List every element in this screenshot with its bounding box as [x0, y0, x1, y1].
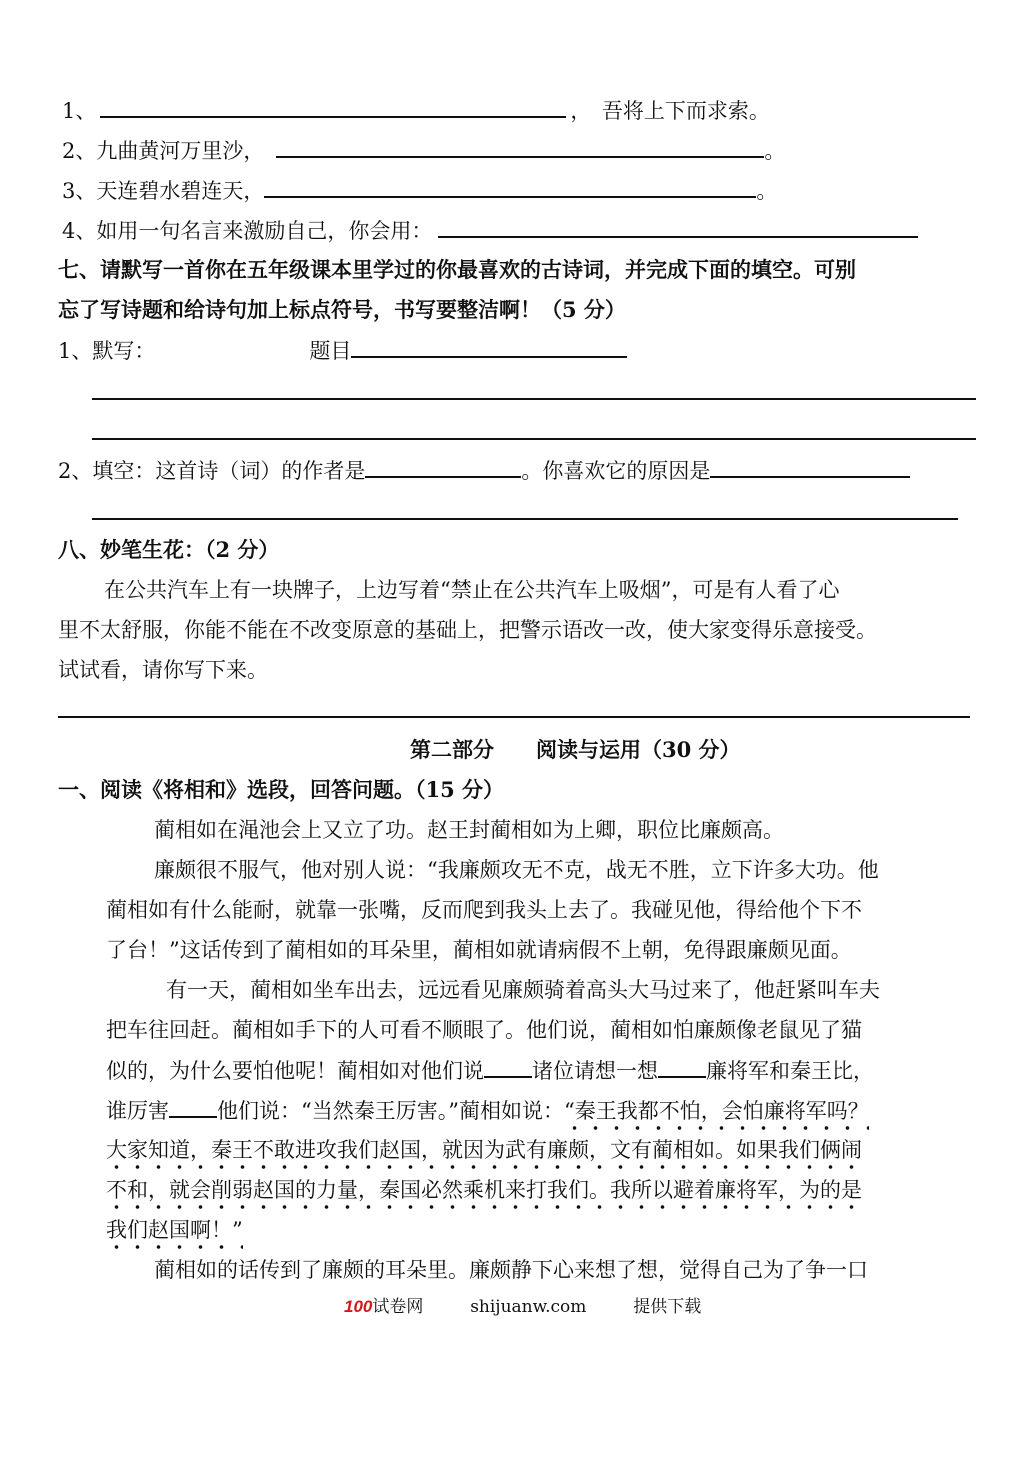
writing-line [92, 518, 958, 520]
passage-text: 似的，为什么要怕他呢！蔺相如对他们说 [106, 1059, 484, 1083]
passage-line: 把车往回赶。蔺相如手下的人可看不顺眼了。他们说，蔺相如怕廉颇像老鼠见了猫 [106, 1018, 862, 1042]
fill-line-3 [62, 176, 777, 205]
section-8-para-line: 里不太舒服，你能不能在不改变原意的基础上，把警示语改一改，使大家变得乐意接受。 [58, 618, 877, 642]
passage-text: 他们说：“当然秦王厉害。”蔺相如说： [217, 1099, 564, 1123]
item-text: 2、填空：这首诗（词）的作者是 [58, 459, 366, 483]
answer-blank [100, 96, 566, 118]
section-7-item1 [58, 336, 627, 365]
verse-text: 2、九曲黄河万里沙， [62, 139, 265, 163]
site-domain[interactable]: shijuanw.com [470, 1297, 587, 1317]
passage-text: 谁厉害 [106, 1099, 169, 1123]
writing-line [92, 398, 976, 400]
punctuation-blank [169, 1096, 217, 1118]
passage-line-with-blanks [106, 1096, 869, 1125]
punct: 。 [756, 179, 778, 203]
download-note: 提供下载 [633, 1297, 702, 1317]
fill-line-4 [62, 216, 918, 245]
title-blank [351, 336, 627, 358]
section-7-title-line1: 七、请默写一首你在五年级课本里学过的你最喜欢的古诗词，并完成下面的填空。可别 [58, 257, 856, 282]
section-7-item2 [58, 456, 910, 485]
passage-line: 廉颇很不服气，他对别人说：“我廉颇攻无不克，战无不胜，立下许多大功。他 [154, 858, 879, 882]
item-label: 1、默写： [58, 339, 156, 363]
passage-line-with-blanks [106, 1056, 874, 1085]
reason-blank [710, 456, 910, 478]
passage-text: 廉将军和秦王比， [706, 1059, 874, 1083]
dotted-emphasis-text: 大家知道，秦王不敢进攻我们赵国，就因为武有廉颇，文有蔺相如。如果我们俩闹 [106, 1138, 862, 1171]
item-text: 。你喜欢它的原因是 [521, 459, 711, 483]
passage-line: 有一天，蔺相如坐车出去，远远看见廉颇骑着高头大马过来了，他赶紧叫车夫 [166, 978, 880, 1002]
dotted-emphasis-text: “秦王我都不怕，会怕廉将军吗？ [564, 1099, 869, 1132]
passage-line: 蔺相如在渑池会上又立了功。赵王封蔺相如为上卿，职位比廉颇高。 [154, 818, 784, 842]
verse-text: ， 吾将上下而求索。 [570, 99, 770, 123]
writing-line [92, 438, 976, 440]
section-8-para-line: 在公共汽车上有一块牌子，上边写着“禁止在公共汽车上吸烟”，可是有人看了心 [104, 578, 840, 602]
dotted-emphasis-text: 我们赵国啊！” [106, 1218, 243, 1251]
item-number: 1、 [62, 99, 97, 123]
passage-line: 蔺相如的话传到了廉颇的耳朵里。廉颇静下心来想了想，觉得自己为了争一口 [154, 1258, 868, 1282]
writing-line [58, 716, 970, 718]
section-7-title-line2: 忘了写诗题和给诗句加上标点符号，书写要整洁啊！（5 分） [58, 297, 626, 322]
fill-line-2 [62, 136, 785, 165]
question-text: 4、如用一句名言来激励自己，你会用： [62, 219, 433, 243]
punctuation-blank [658, 1056, 706, 1078]
reading-q1-title: 一、阅读《将相和》选段，回答问题。（15 分） [58, 777, 505, 802]
passage-line: 蔺相如有什么能耐，就靠一张嘴，反而爬到我头上去了。我碰见他，得给他个下不 [106, 898, 862, 922]
answer-blank [264, 176, 756, 198]
author-blank [365, 456, 521, 478]
passage-line-dotted [106, 1176, 862, 1204]
site-logo: 100 [344, 1297, 373, 1316]
answer-blank [438, 216, 918, 238]
title-label: 题目 [309, 339, 352, 363]
passage-line-dotted [106, 1136, 862, 1164]
section-8-title: 八、妙笔生花：（2 分） [58, 537, 280, 562]
footer [344, 1292, 701, 1317]
site-name: 试卷网 [372, 1297, 424, 1317]
verse-text: 3、天连碧水碧连天， [62, 179, 265, 203]
part-2-heading: 第二部分 阅读与运用（30 分） [410, 737, 741, 762]
punct: 。 [764, 139, 786, 163]
passage-text: 诸位请想一想 [532, 1059, 658, 1083]
punctuation-blank [484, 1056, 532, 1078]
passage-line-dotted [106, 1216, 243, 1244]
fill-line-1 [62, 96, 770, 125]
answer-blank [276, 136, 764, 158]
passage-line: 了台！”这话传到了蔺相如的耳朵里，蔺相如就请病假不上朝，免得跟廉颇见面。 [106, 938, 852, 962]
section-8-para-line: 试试看，请你写下来。 [58, 658, 268, 682]
dotted-emphasis-text: 不和，就会削弱赵国的力量，秦国必然乘机来打我们。我所以避着廉将军，为的是 [106, 1178, 862, 1211]
